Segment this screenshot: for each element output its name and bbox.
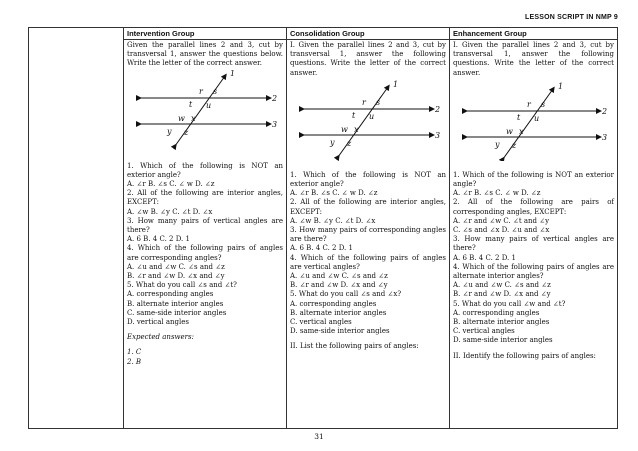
transversal-figure bbox=[290, 79, 445, 161]
q-line: A. ∠r B. ∠s C. ∠ w D. ∠z bbox=[127, 180, 215, 189]
q-line: B. alternate interior angles bbox=[290, 308, 387, 317]
intro-text: I. Given the parallel lines 2 and 3, cut by transversal 1, answer the following questions. Write the letter of the correct answer. bbox=[290, 41, 446, 77]
label-1: 1 bbox=[230, 69, 236, 78]
label-s: s bbox=[541, 99, 546, 109]
intro-text: Given the parallel lines 2 and 3, cut by transversal 1, answer the questions below. Write the letter of the correct answer. bbox=[127, 41, 283, 68]
answer-line: 2. B bbox=[127, 357, 142, 366]
lesson-header: LESSON SCRIPT IN NMP 9 bbox=[525, 14, 618, 21]
q-line: B. ∠r and ∠w D. ∠x and ∠y bbox=[290, 281, 388, 290]
q-line: 3. How many pairs of corresponding angles are there? bbox=[290, 226, 446, 244]
label-x: x bbox=[191, 113, 196, 123]
part-two-heading: II. Identify the following pairs of angles: bbox=[453, 351, 596, 360]
q-line: 4. Which of the following pairs of angles are alternate interior angles? bbox=[453, 262, 614, 281]
part-two-heading: II. List the following pairs of angles: bbox=[290, 342, 419, 351]
page-number: 31 bbox=[314, 432, 324, 441]
expected-answers-label: Expected answers: bbox=[127, 333, 194, 342]
label-t: t bbox=[352, 110, 356, 120]
q-line: A. ∠w B. ∠y C. ∠t D. ∠x bbox=[127, 207, 213, 216]
q-line: B. alternate interior angles bbox=[127, 299, 224, 308]
q-line: D. same-side interior angles bbox=[453, 336, 553, 345]
label-z: z bbox=[184, 127, 189, 137]
lesson-table bbox=[28, 27, 618, 429]
q-line: 1. Which of the following is NOT an exterior angle? bbox=[453, 170, 614, 189]
q-line: C. vertical angles bbox=[453, 327, 515, 336]
label-y: y bbox=[330, 137, 335, 147]
header-row bbox=[29, 28, 618, 40]
q-line: B. ∠r and ∠w D. ∠x and ∠y bbox=[453, 290, 551, 299]
label-r: r bbox=[527, 99, 531, 109]
q-line: A. ∠u and ∠w C. ∠s and ∠z bbox=[290, 272, 388, 281]
label-s: s bbox=[213, 86, 218, 96]
q-line: 3. How many pairs of vertical angles are there? bbox=[127, 216, 283, 235]
q-line: D. vertical angles bbox=[127, 318, 190, 327]
label-1: 1 bbox=[393, 79, 399, 89]
label-w: w bbox=[178, 113, 185, 123]
q-line: A. 6 B. 4 C. 2 D. 1 bbox=[290, 244, 353, 253]
label-y: y bbox=[167, 126, 172, 136]
q-line: A. ∠r B. ∠s C. ∠ w D. ∠z bbox=[290, 189, 378, 198]
intervention-cell bbox=[124, 40, 287, 429]
q-line: A. corresponding angles bbox=[453, 308, 540, 317]
q-line: B. ∠r and ∠w D. ∠x and ∠y bbox=[127, 272, 225, 281]
label-3: 3 bbox=[435, 130, 441, 140]
consolidation-header: Consolidation Group bbox=[287, 28, 450, 40]
q-line: D. same-side interior angles bbox=[290, 327, 390, 336]
q-line: A. corresponding angles bbox=[127, 290, 214, 299]
label-u: u bbox=[534, 113, 540, 123]
label-x: x bbox=[354, 124, 359, 134]
q-line: A. 6 B. 4 C. 2 D. 1 bbox=[453, 253, 516, 262]
blank-column bbox=[29, 28, 124, 429]
q-line: 2. All of the following are interior angles, EXCEPT: bbox=[127, 189, 283, 207]
q-line: 5. What do you call ∠w and ∠t? bbox=[453, 299, 566, 308]
label-r: r bbox=[199, 86, 203, 96]
label-r: r bbox=[362, 97, 366, 107]
enhancement-header: Enhancement Group bbox=[450, 28, 618, 40]
label-s: s bbox=[376, 97, 381, 107]
q-line: 4. Which of the following pairs of angles are corresponding angles? bbox=[127, 244, 283, 262]
q-line: A. ∠u and ∠w C. ∠s and ∠z bbox=[127, 262, 225, 271]
q-line: 2. All of the following are interior angles, EXCEPT: bbox=[290, 198, 446, 216]
transversal-figure bbox=[127, 70, 282, 152]
label-t: t bbox=[189, 99, 193, 109]
label-2: 2 bbox=[602, 106, 608, 116]
label-t: t bbox=[517, 112, 521, 122]
label-3: 3 bbox=[272, 119, 278, 129]
consolidation-cell bbox=[287, 40, 450, 429]
q-line: 4. Which of the following pairs of angles are vertical angles? bbox=[290, 253, 446, 271]
intervention-header: Intervention Group bbox=[124, 28, 287, 40]
transversal-figure bbox=[453, 79, 613, 161]
label-y: y bbox=[495, 139, 500, 149]
answer-line: 1. C bbox=[127, 348, 142, 357]
label-u: u bbox=[206, 100, 212, 110]
q-line: 1. Which of the following is NOT an exterior angle? bbox=[127, 161, 283, 179]
q-line: 1. Which of the following is NOT an exterior angle? bbox=[290, 170, 446, 189]
q-line: A. ∠w B. ∠y C. ∠t D. ∠x bbox=[290, 216, 376, 225]
q-line: 3. How many pairs of vertical angles are there? bbox=[453, 235, 614, 253]
q-line: C. same-side interior angles bbox=[127, 308, 227, 317]
q-line: 5. What do you call ∠s and ∠x? bbox=[290, 290, 402, 299]
enhancement-cell bbox=[450, 40, 618, 429]
label-2: 2 bbox=[435, 104, 441, 114]
q-line: A. 6 B. 4 C. 2 D. 1 bbox=[127, 235, 190, 244]
intro-text: I. Given the parallel lines 2 and 3, cut by transversal 1, answer the following questions. Write the letter of the correct answer. bbox=[453, 41, 614, 77]
label-z: z bbox=[347, 138, 352, 148]
q-line: A. corresponding angles bbox=[290, 299, 377, 308]
label-w: w bbox=[341, 124, 348, 134]
q-line: A. ∠r B. ∠s C. ∠ w D. ∠z bbox=[453, 189, 541, 198]
label-x: x bbox=[519, 126, 524, 136]
q-line: C. vertical angles bbox=[290, 318, 352, 327]
q-line: A. ∠r and ∠w C. ∠t and ∠y bbox=[453, 216, 550, 225]
q-line: A. ∠u and ∠w C. ∠s and ∠z bbox=[453, 281, 551, 290]
label-u: u bbox=[369, 111, 375, 121]
label-w: w bbox=[506, 126, 513, 136]
label-z: z bbox=[512, 140, 517, 150]
label-2: 2 bbox=[272, 93, 278, 103]
q-line: 2. All of the following are pairs of corresponding angles, EXCEPT: bbox=[453, 198, 614, 216]
q-line: B. alternate interior angles bbox=[453, 318, 550, 327]
label-1: 1 bbox=[558, 81, 564, 91]
label-3: 3 bbox=[602, 132, 608, 142]
q-line: C. ∠s and ∠x D. ∠u and ∠x bbox=[453, 226, 550, 235]
q-line: 5. What do you call ∠s and ∠t? bbox=[127, 281, 237, 290]
